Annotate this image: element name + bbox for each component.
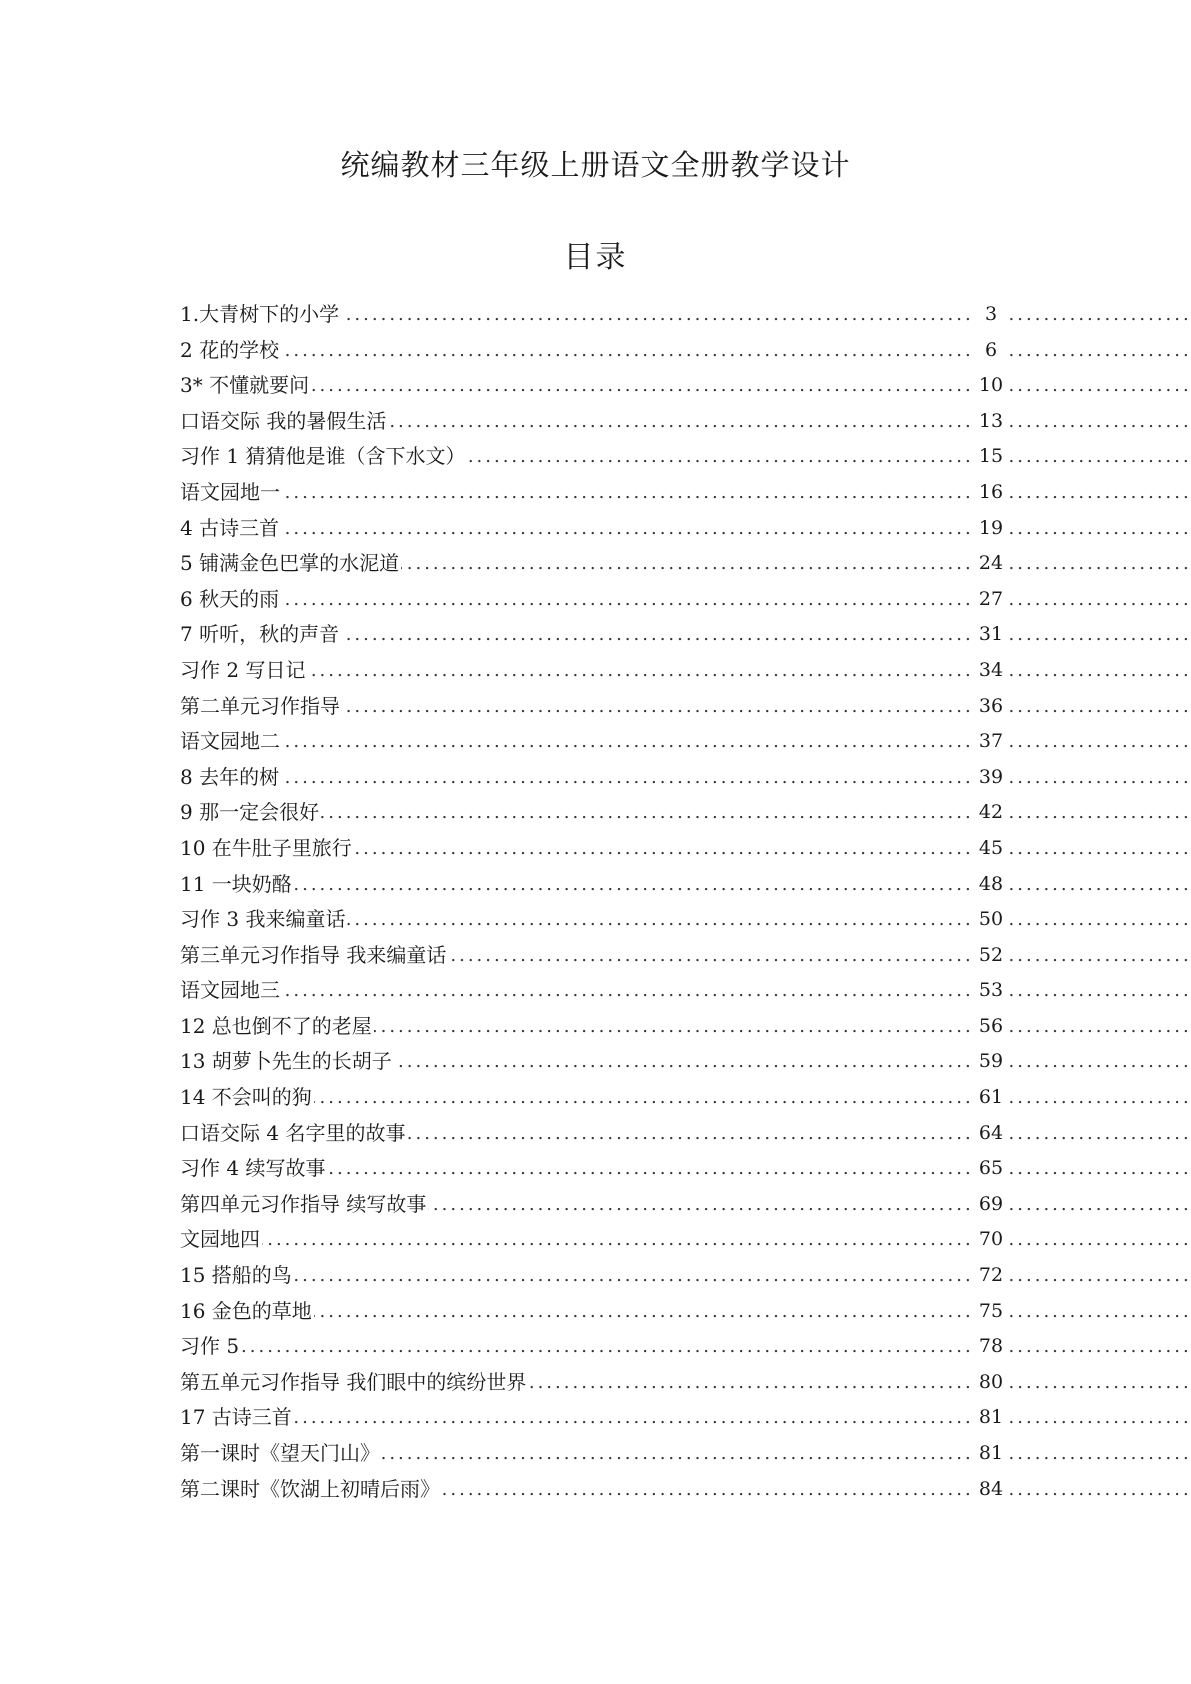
- toc-entry[interactable]: [180, 511, 1191, 547]
- toc-entry-page: 6: [975, 333, 1007, 369]
- toc-entry[interactable]: [180, 1044, 1191, 1080]
- toc-entry[interactable]: [180, 1365, 1191, 1401]
- toc-entry-page: 50: [975, 902, 1007, 938]
- toc-entry-title: 第二课时《饮湖上初晴后雨》: [180, 1472, 442, 1508]
- toc-entry-page: 81: [975, 1400, 1007, 1436]
- toc-entry-page: 78: [975, 1329, 1007, 1365]
- toc-entry-page: 36: [975, 689, 1007, 725]
- dot-leader: [180, 582, 1191, 618]
- toc-entry-page: 27: [975, 582, 1007, 618]
- document-title: 统编教材三年级上册语文全册教学设计: [340, 148, 851, 182]
- toc-entry[interactable]: [180, 1294, 1191, 1330]
- toc-entry-page: 65: [975, 1151, 1007, 1187]
- toc-entry-page: 10: [975, 368, 1007, 404]
- dot-leader: [180, 1222, 1191, 1258]
- toc-entry[interactable]: [180, 1472, 1191, 1508]
- toc-entry-page: 31: [975, 617, 1007, 653]
- dot-leader: [180, 653, 1191, 689]
- dot-leader: [180, 724, 1191, 760]
- toc-entry[interactable]: [180, 760, 1191, 796]
- toc-entry[interactable]: [180, 1436, 1191, 1472]
- toc-entry-title: 13 胡萝卜先生的长胡子: [180, 1044, 394, 1080]
- toc-entry-title: 习作 2 写日记: [180, 653, 307, 689]
- toc-entry-page: 84: [975, 1472, 1007, 1508]
- dot-leader: [180, 1151, 1191, 1187]
- toc-entry-page: 75: [975, 1294, 1007, 1330]
- table-of-contents: [180, 297, 1191, 1507]
- toc-entry-page: 69: [975, 1187, 1007, 1223]
- toc-entry-title: 16 金色的草地: [180, 1294, 314, 1330]
- toc-heading: 目录: [563, 240, 628, 275]
- toc-entry-title: 15 搭船的鸟: [180, 1258, 294, 1294]
- toc-entry-page: 53: [975, 973, 1007, 1009]
- toc-entry-title: 9 那一定会很好: [180, 795, 321, 831]
- dot-leader: [180, 511, 1191, 547]
- dot-leader: [180, 760, 1191, 796]
- dot-leader: [180, 333, 1191, 369]
- toc-entry-title: 第五单元习作指导 我们眼中的缤纷世界: [180, 1365, 528, 1401]
- toc-entry-title: 11 一块奶酪: [180, 867, 294, 903]
- toc-entry-page: 61: [975, 1080, 1007, 1116]
- toc-entry-page: 64: [975, 1116, 1007, 1152]
- toc-entry-title: 语文园地三: [180, 973, 282, 1009]
- toc-entry-title: 17 古诗三首: [180, 1400, 294, 1436]
- toc-entry[interactable]: [180, 938, 1191, 974]
- toc-entry-page: 42: [975, 795, 1007, 831]
- toc-entry[interactable]: [180, 724, 1191, 760]
- toc-entry-page: 19: [975, 511, 1007, 547]
- toc-entry[interactable]: [180, 1329, 1191, 1365]
- toc-entry[interactable]: [180, 831, 1191, 867]
- dot-leader: [180, 795, 1191, 831]
- toc-entry-title: 第一课时《望天门山》: [180, 1436, 382, 1472]
- toc-entry[interactable]: [180, 333, 1191, 369]
- dot-leader: [180, 1329, 1191, 1365]
- toc-entry-page: 34: [975, 653, 1007, 689]
- toc-entry-title: 口语交际 我的暑假生活: [180, 404, 388, 440]
- toc-entry-title: 习作 4 续写故事: [180, 1151, 327, 1187]
- toc-entry-page: 72: [975, 1258, 1007, 1294]
- toc-entry-title: 第二单元习作指导: [180, 689, 342, 725]
- toc-entry[interactable]: [180, 795, 1191, 831]
- toc-entry-title: 3* 不懂就要问: [180, 368, 311, 404]
- toc-entry-page: 15: [975, 439, 1007, 475]
- toc-entry[interactable]: [180, 546, 1191, 582]
- toc-entry[interactable]: [180, 1080, 1191, 1116]
- toc-entry-title: 2 花的学校: [180, 333, 281, 369]
- toc-entry[interactable]: [180, 1187, 1191, 1223]
- dot-leader: [180, 1294, 1191, 1330]
- dot-leader: [180, 368, 1191, 404]
- toc-entry[interactable]: [180, 973, 1191, 1009]
- toc-entry-title: 7 听听，秋的声音: [180, 617, 341, 653]
- toc-entry-title: 8 去年的树: [180, 760, 281, 796]
- toc-entry[interactable]: [180, 689, 1191, 725]
- toc-entry-title: 第四单元习作指导 续写故事: [180, 1187, 428, 1223]
- toc-entry[interactable]: [180, 1009, 1191, 1045]
- toc-entry-title: 第三单元习作指导 我来编童话: [180, 938, 448, 974]
- toc-entry-title: 习作 1 猜猜他是谁（含下水文）: [180, 439, 467, 475]
- toc-entry[interactable]: [180, 439, 1191, 475]
- toc-entry-title: 习作 3 我来编童话: [180, 902, 347, 938]
- toc-entry-title: 文园地四: [180, 1222, 262, 1258]
- toc-entry[interactable]: [180, 1222, 1191, 1258]
- toc-entry[interactable]: [180, 368, 1191, 404]
- toc-entry-title: 10 在牛肚子里旅行: [180, 831, 354, 867]
- toc-entry-title: 5 铺满金色巴掌的水泥道: [180, 546, 401, 582]
- toc-entry-title: 12 总也倒不了的老屋: [180, 1009, 374, 1045]
- dot-leader: [180, 973, 1191, 1009]
- toc-entry[interactable]: [180, 582, 1191, 618]
- dot-leader: [180, 1400, 1191, 1436]
- toc-entry-page: 3: [975, 297, 1007, 333]
- dot-leader: [180, 1080, 1191, 1116]
- toc-entry-page: 39: [975, 760, 1007, 796]
- toc-entry-title: 语文园地一: [180, 475, 282, 511]
- toc-entry[interactable]: [180, 475, 1191, 511]
- toc-entry[interactable]: [180, 653, 1191, 689]
- toc-entry[interactable]: [180, 902, 1191, 938]
- toc-entry[interactable]: [180, 1151, 1191, 1187]
- dot-leader: [180, 867, 1191, 903]
- toc-entry-title: 习作 5: [180, 1329, 241, 1365]
- toc-entry-page: 13: [975, 404, 1007, 440]
- toc-entry-page: 16: [975, 475, 1007, 511]
- toc-entry-page: 70: [975, 1222, 1007, 1258]
- toc-entry-page: 80: [975, 1365, 1007, 1401]
- toc-entry-title: 6 秋天的雨: [180, 582, 281, 618]
- toc-entry-page: 48: [975, 867, 1007, 903]
- toc-entry-title: 语文园地二: [180, 724, 282, 760]
- toc-entry-page: 59: [975, 1044, 1007, 1080]
- toc-entry-page: 37: [975, 724, 1007, 760]
- toc-entry[interactable]: [180, 1258, 1191, 1294]
- toc-entry[interactable]: [180, 1116, 1191, 1152]
- dot-leader: [180, 1258, 1191, 1294]
- dot-leader: [180, 475, 1191, 511]
- toc-entry[interactable]: [180, 297, 1191, 333]
- toc-entry-page: 81: [975, 1436, 1007, 1472]
- toc-entry[interactable]: [180, 617, 1191, 653]
- toc-entry[interactable]: [180, 1400, 1191, 1436]
- toc-entry[interactable]: [180, 867, 1191, 903]
- toc-entry-page: 24: [975, 546, 1007, 582]
- toc-entry-page: 56: [975, 1009, 1007, 1045]
- toc-entry-page: 52: [975, 938, 1007, 974]
- toc-entry-title: 14 不会叫的狗: [180, 1080, 314, 1116]
- toc-entry-title: 4 古诗三首: [180, 511, 281, 547]
- toc-entry-title: 口语交际 4 名字里的故事: [180, 1116, 407, 1152]
- toc-entry[interactable]: [180, 404, 1191, 440]
- toc-entry-page: 45: [975, 831, 1007, 867]
- toc-entry-title: 1.大青树下的小学: [180, 297, 341, 333]
